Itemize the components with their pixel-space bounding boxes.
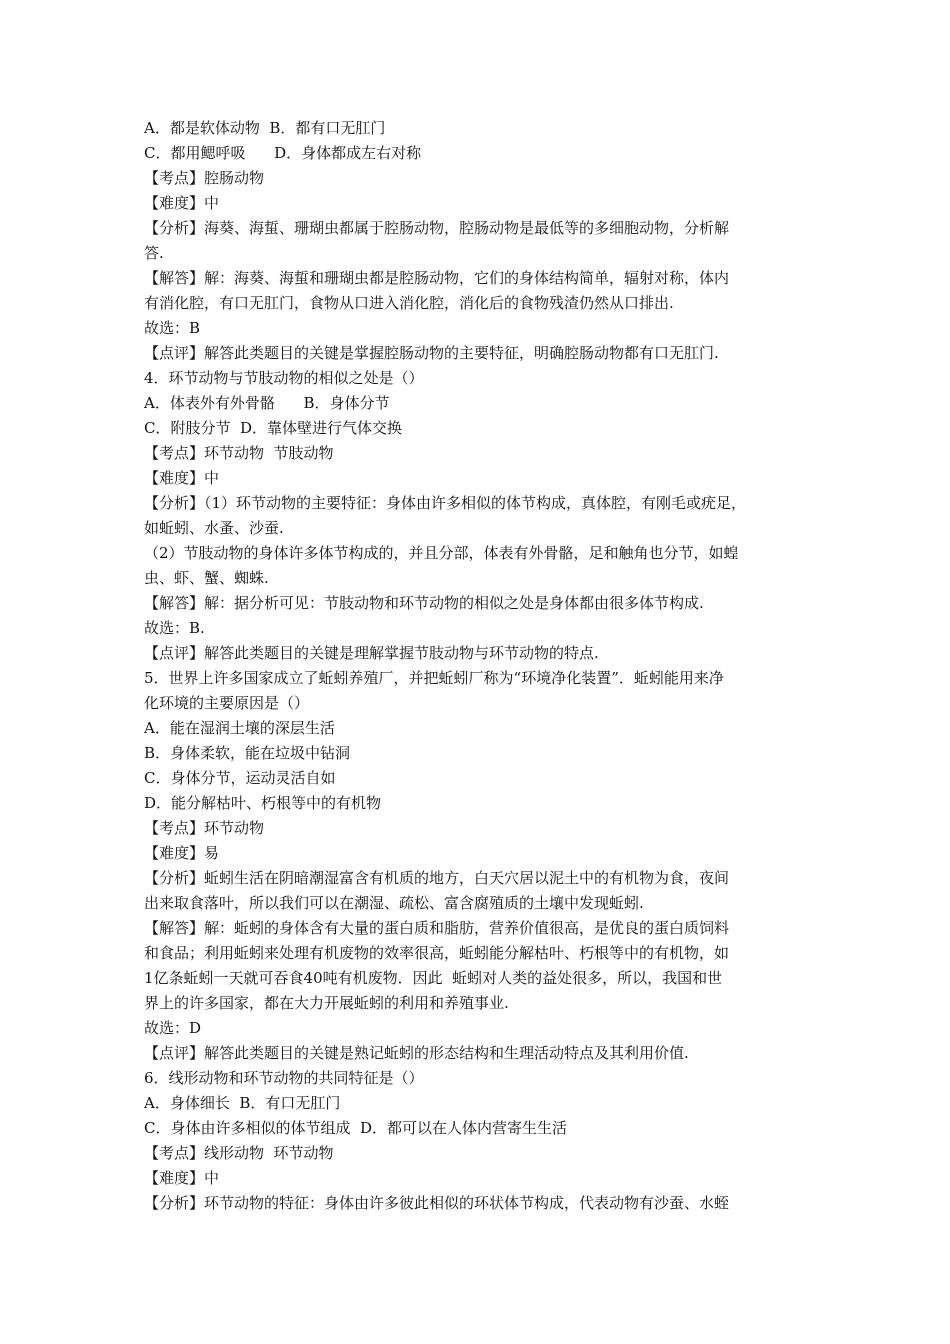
text-line: 有消化腔，有口无肛门，食物从口进入消化腔，消化后的食物残渣仍然从口排出.: [144, 294, 674, 312]
text-line: C．身体分节，运动灵活自如: [144, 769, 336, 787]
text-line: 【考点】环节动物: [144, 819, 265, 837]
text-line: C．附肢分节 D．靠体壁进行气体交换: [144, 419, 403, 437]
text-line: 【考点】环节动物 节肢动物: [144, 444, 334, 462]
text-line: （2）节肢动物的身体许多体节构成的，并且分部，体表有外骨骼，足和触角也分节，如蝗: [144, 544, 739, 562]
text-line: 化环境的主要原因是（）: [144, 694, 310, 712]
text-line: 出来取食落叶，所以我们可以在潮湿、疏松、富含腐殖质的土壤中发现蚯蚓.: [144, 894, 644, 912]
text-line: 【分析】环节动物的特征：身体由许多彼此相似的环状体节构成，代表动物有沙蚕、水蛭: [144, 1194, 730, 1212]
text-line: 和食品；利用蚯蚓来处理有机废物的效率很高，蚯蚓能分解枯叶、朽根等中的有机物，如: [144, 944, 730, 962]
text-line: 5．世界上许多国家成立了蚯蚓养殖厂，并把蚯蚓厂称为“环境净化装置”．蚯蚓能用来净: [144, 669, 724, 687]
text-line: 【点评】解答此类题目的关键是熟记蚯蚓的形态结构和生理活动特点及其利用价值.: [144, 1044, 689, 1062]
text-line: 【难度】易: [144, 844, 220, 862]
text-line: C．都用鳃呼吸 D．身体都成左右对称: [144, 144, 422, 162]
text-line: 6．线形动物和环节动物的共同特征是（）: [144, 1069, 424, 1087]
text-line: 【难度】中: [144, 194, 220, 212]
text-line: 故选：B.: [144, 619, 205, 637]
text-line: A．能在湿润土壤的深层生活: [144, 719, 335, 737]
text-line: D．能分解枯叶、朽根等中的有机物: [144, 794, 382, 812]
text-line: 【难度】中: [144, 469, 220, 487]
text-line: 【考点】线形动物 环节动物: [144, 1144, 334, 1162]
text-line: 故选：D: [144, 1019, 202, 1037]
text-line: 【分析】（1）环节动物的主要特征：身体由许多相似的体节构成，真体腔，有刚毛或疣足，: [144, 494, 747, 512]
document-text: [144, 116, 814, 1216]
text-line: 【解答】解：海葵、海蜇和珊瑚虫都是腔肠动物，它们的身体结构简单，辐射对称，体内: [144, 269, 730, 287]
text-line: 4．环节动物与节肢动物的相似之处是（）: [144, 369, 424, 387]
text-line: 答.: [144, 244, 164, 262]
text-line: 【点评】解答此类题目的关键是理解掌握节肢动物与环节动物的特点.: [144, 644, 599, 662]
text-line: 如蚯蚓、水蚤、沙蚕.: [144, 519, 284, 537]
text-line: 虫、虾、蟹、蜘蛛.: [144, 569, 269, 587]
text-line: 【解答】解：蚯蚓的身体含有大量的蛋白质和脂肪，营养价值很高，是优良的蛋白质饲料: [144, 919, 730, 937]
text-line: 【解答】解：据分析可见：节肢动物和环节动物的相似之处是身体都由很多体节构成.: [144, 594, 704, 612]
text-line: A．都是软体动物 B．都有口无肛门: [144, 119, 386, 137]
text-line: 【考点】腔肠动物: [144, 169, 265, 187]
text-line: 【点评】解答此类题目的关键是掌握腔肠动物的主要特征，明确腔肠动物都有口无肛门.: [144, 344, 719, 362]
text-line: B．身体柔软，能在垃圾中钻洞: [144, 744, 351, 762]
text-line: 【分析】蚯蚓生活在阴暗潮湿富含有机质的地方，白天穴居以泥土中的有机物为食，夜间: [144, 869, 730, 887]
text-line: 【难度】中: [144, 1169, 220, 1187]
text-line: C．身体由许多相似的体节组成 D．都可以在人体内营寄生生活: [144, 1119, 568, 1137]
text-line: 界上的许多国家，都在大力开展蚯蚓的利用和养殖事业.: [144, 994, 509, 1012]
text-line: 【分析】海葵、海蜇、珊瑚虫都属于腔肠动物，腔肠动物是最低等的多细胞动物，分析解: [144, 219, 730, 237]
text-line: 1亿条蚯蚓一天就可吞食40吨有机废物．因此 蚯蚓对人类的益处很多，所以，我国和世: [144, 969, 723, 987]
text-line: A．体表外有外骨骼 B．身体分节: [144, 394, 390, 412]
text-line: A．身体细长 B．有口无肛门: [144, 1094, 341, 1112]
text-line: 故选：B: [144, 319, 201, 337]
